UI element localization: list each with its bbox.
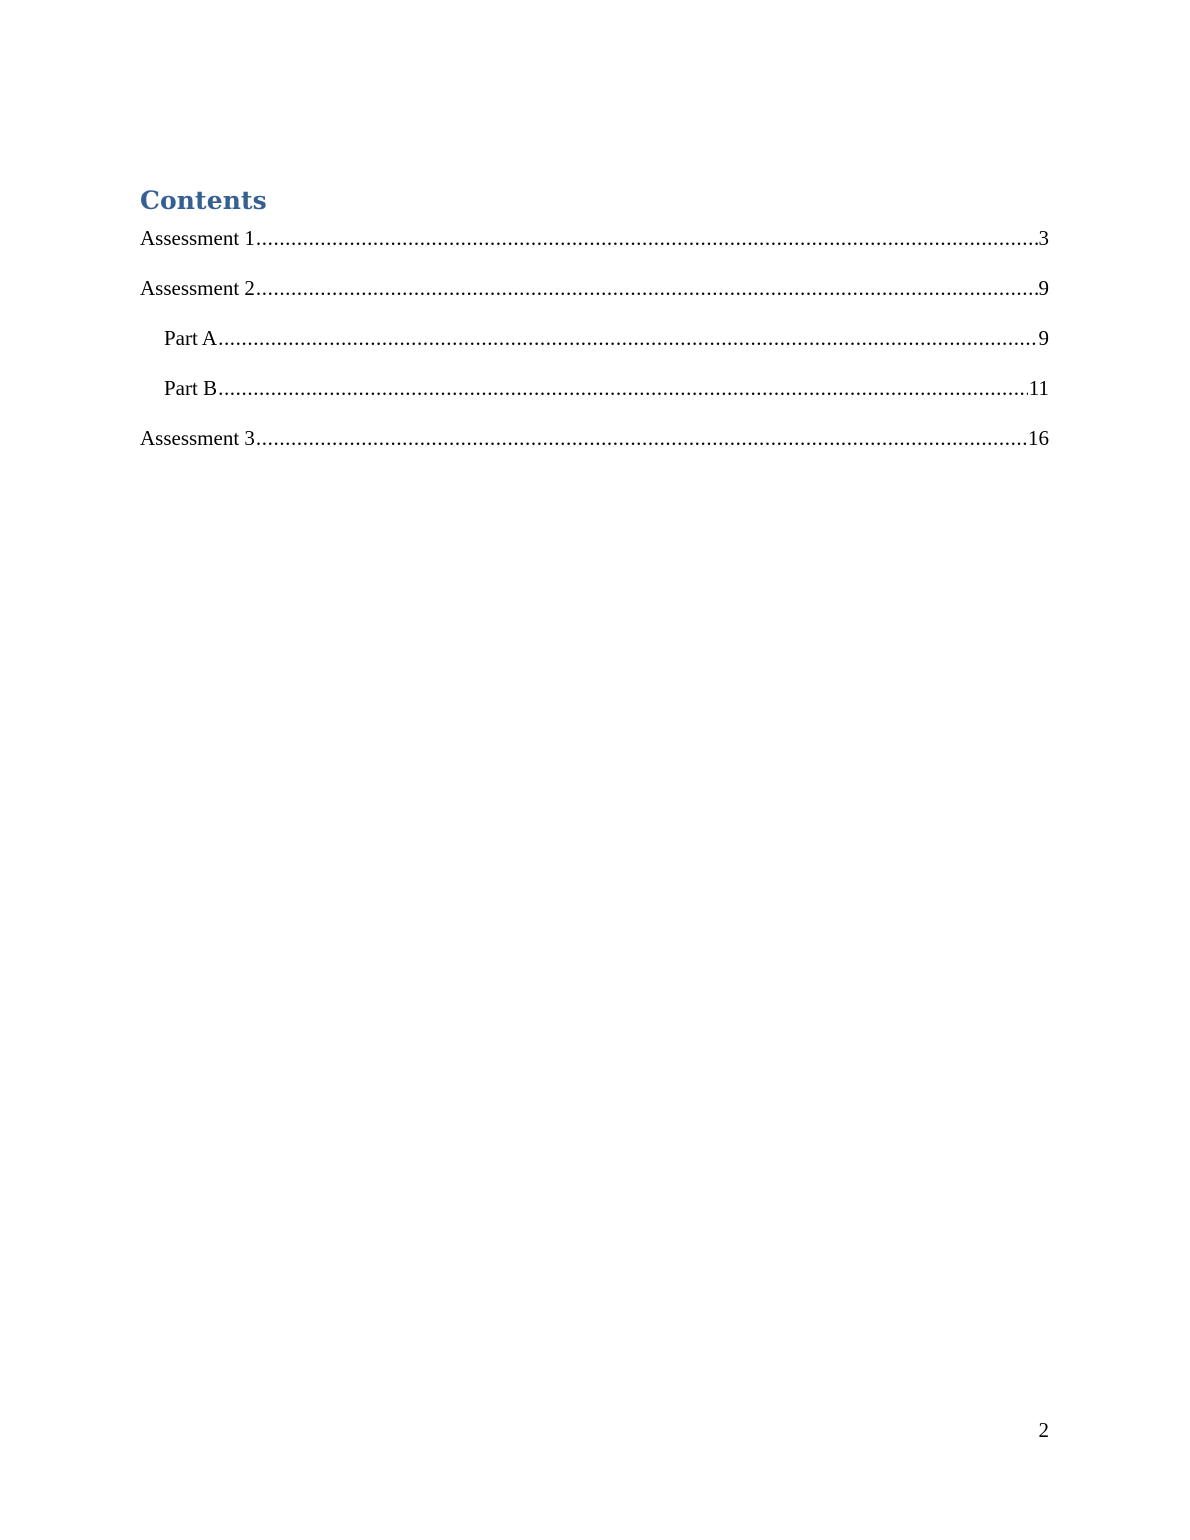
toc-entry-page: 3 [1038,226,1049,250]
page-number: 2 [1038,1418,1049,1442]
toc-entry-part-a[interactable] [140,322,1049,372]
toc-entry-label: Part A [164,326,218,350]
toc-entry-page: 9 [1038,326,1049,350]
toc-entry-page: 16 [1028,426,1049,450]
toc-entry-part-b[interactable] [140,372,1049,422]
toc-dot-leader [256,222,1038,254]
toc-entry-page: 9 [1038,276,1049,300]
toc-entry-label: Assessment 2 [140,276,255,300]
toc-entry-assessment-2[interactable] [140,272,1049,322]
toc-heading: Contents [140,186,267,215]
toc-dot-leader [218,322,1037,354]
toc-dot-leader [256,422,1027,454]
toc-entry-page: 11 [1028,376,1049,400]
table-of-contents [140,222,1049,472]
toc-entry-assessment-3[interactable] [140,422,1049,472]
toc-dot-leader [218,372,1028,404]
toc-entry-label: Part B [164,376,218,400]
toc-dot-leader [256,272,1038,304]
toc-entry-assessment-1[interactable] [140,222,1049,272]
toc-entry-label: Assessment 1 [140,226,255,250]
toc-entry-label: Assessment 3 [140,426,255,450]
